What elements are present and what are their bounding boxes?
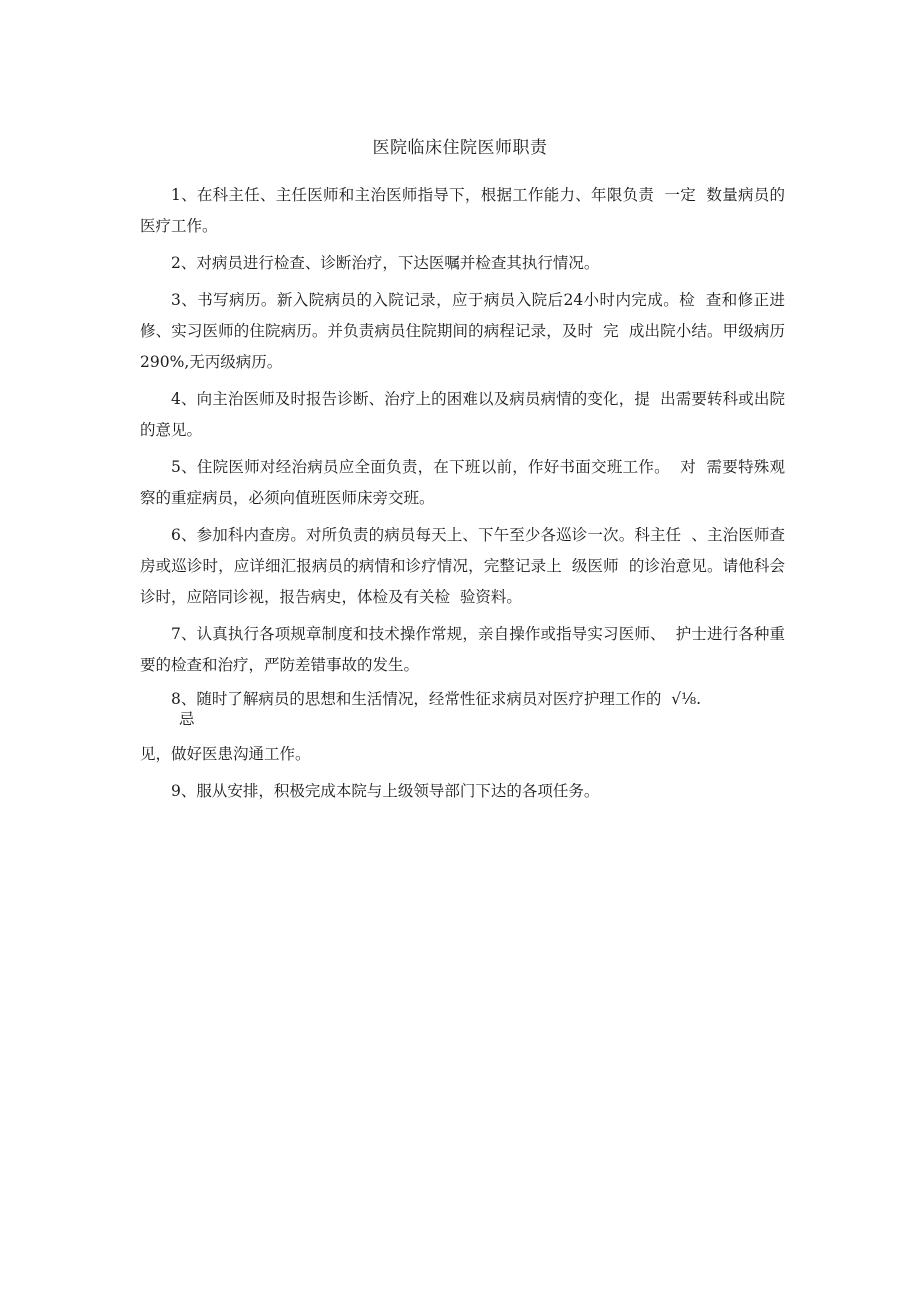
paragraph-5: 5、住院医师对经治病员应全面负责，在下班以前，作好书面交班工作。 对 需要特殊观察的重症病员，必须向值班医师床旁交班。 <box>140 458 785 507</box>
paragraph-7: 7、认真执行各项规章制度和技术操作常规，亲自操作或指导实习医师、 护士进行各种重要的检查和治疗，严防差错事故的发生。 <box>140 625 785 674</box>
document-body <box>140 180 785 813</box>
paragraph-8-continuation: 见，做好医患沟通工作。 <box>140 745 311 763</box>
paragraph-1: 1、在科主任、主任医师和主治医师指导下，根据工作能力、年限负责 一定 数量病员的医疗工作。 <box>140 186 785 235</box>
page-title: 医院临床住院医师职责 <box>372 138 548 158</box>
paragraph-8-main: 8、随时了解病员的思想和生活情况，经常性征求病员对医疗护理工作的 √⅛. <box>171 690 702 708</box>
paragraph-4: 4、向主治医师及时报告诊断、治疗上的困难以及病员病情的变化，提 出需要转科或出院的意见。 <box>140 390 785 439</box>
paragraph-8 <box>140 687 785 770</box>
paragraph-8-stray-char: 忌 <box>179 710 195 728</box>
paragraph-6: 6、参加科内查房。对所负责的病员每天上、下午至少各巡诊一次。科主任 、主治医师查房或巡诊时，应详细汇报病员的病情和诊疗情况，完整记录上 级医师 的诊治意见。请他科会诊时，应陪同诊视，报告病史，体检及有关检 验资料。 <box>140 526 785 606</box>
paragraph-2: 2、对病员进行检查、诊断治疗，下达医嘱并检查其执行情况。 <box>171 254 600 272</box>
paragraph-9: 9、服从安排，积极完成本院与上级领导部门下达的各项任务。 <box>171 782 600 800</box>
paragraph-3: 3、书写病历。新入院病员的入院记录，应于病员入院后24小时内完成。检 查和修正进修、实习医师的住院病历。并负责病员住院期间的病程记录，及时 完 成出院小结。甲级病历290%,无丙级病历。 <box>140 291 785 371</box>
